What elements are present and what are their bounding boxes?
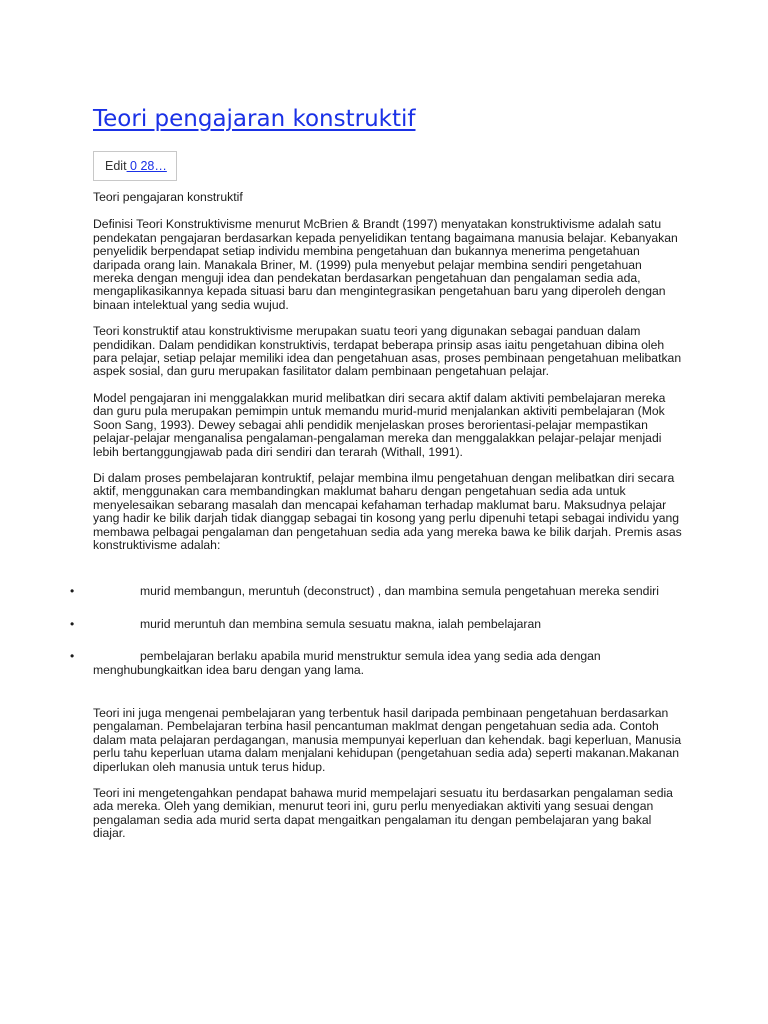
paragraph: Teori konstruktif atau konstruktivisme merupakan suatu teori yang digunakan sebagai panduan dalam pendidikan. Dalam pendidikan konstruktivis, terdapat beberapa prinsip asas iaitu pengetahuan dibina oleh para pelajar, setiap pelajar memiliki idea dan pengetahuan asas, proses pembinaan pengetahuan melibatkan aspek sosial, dan guru merupakan fasilitator dalam pembinaan pengetahuan pelajar. bbox=[93, 324, 682, 379]
premise-list bbox=[70, 584, 683, 677]
paragraph: Model pengajaran ini menggalakkan murid melibatkan diri secara aktif dalam aktiviti pembelajaran mereka dan guru pula merupakan pemimpin untuk memandu murid-murid menjalankan aktiviti pembelajaran (Mok Soon Sang, 1993). Dewey sebagai ahli pendidik menjelaskan proses berorientasi-pelajar mempastikan pelajar-pelajar menganalisa pengalaman-pengalaman mereka dan menggalakkan pelajar-pelajar menjadi lebih bertanggungjawab pada diri sendiri dan terarah (Withall, 1991). bbox=[93, 390, 666, 459]
list-item bbox=[70, 616, 683, 631]
list-item-text: pembelajaran berlaku apabila murid menstruktur semula idea yang sedia ada dengan menghubungkaitkan idea baru dengan yang lama. bbox=[93, 649, 601, 677]
list-item-text: murid membangun, meruntuh (deconstruct) , dan mambina semula pengetahuan mereka sendiri bbox=[140, 584, 659, 599]
paragraph: Teori ini juga mengenai pembelajaran yang terbentuk hasil daripada pembinaan pengetahuan berdasarkan pengalaman. Pembelajaran terbina hasil pencantuman maklmat dengan pengetahuan sedia ada. Contoh dalam mata pelajaran perdagangan, manusia mempunyai keperluan dan kehendak. bagi keperluan, Manusia perlu tahu keperluan utama dalam menjalani kehidupan (pengetahuan sedia ada) seperti makanan.Makanan diperlukan oleh manusia untuk terus hidup. bbox=[93, 705, 682, 774]
revision-link[interactable]: 0 28… bbox=[126, 159, 167, 173]
page-title-link[interactable]: Teori pengajaran konstruktif bbox=[93, 106, 416, 132]
edit-button[interactable]: Edit bbox=[105, 159, 127, 173]
bullet-icon: • bbox=[70, 649, 75, 664]
list-item bbox=[70, 584, 683, 599]
bullet-icon: • bbox=[70, 584, 75, 599]
article-body bbox=[70, 190, 683, 854]
paragraph-subtitle: Teori pengajaran konstruktif bbox=[93, 190, 243, 204]
paragraph: Di dalam proses pembelajaran kontruktif, pelajar membina ilmu pengetahuan dengan melibatkan diri secara aktif, menggunakan cara membandingkan maklumat baharu dengan pengetahuan sedia ada untuk menyelesaikan sebarang masalah dan mencapai kefahaman terhadap maklumat baru. Maksudnya pelajar yang hadir ke bilik darjah tidak dianggap sebagai tin kosong yang perlu dipenuhi tetapi sebagai individu yang membawa pelbagai pengalaman dan pengetahuan sedia ada yang mereka bawa ke bilik darjah. Premis asas konstruktivisme adalah: bbox=[93, 470, 682, 552]
paragraph: Teori ini mengetengahkan pendapat bahawa murid mempelajari sesuatu itu berdasarkan pengalaman sedia ada mereka. Oleh yang demikian, menurut teori ini, guru perlu menyediakan aktiviti yang sesuai dengan pengalaman sedia ada murid serta dapat mengaitkan pengalaman itu dengan pembelajaran yang bakal diajar. bbox=[93, 786, 673, 841]
list-item-text: murid meruntuh dan membina semula sesuatu makna, ialah pembelajaran bbox=[140, 616, 542, 631]
paragraph: Definisi Teori Konstruktivisme menurut McBrien & Brandt (1997) menyatakan konstruktivisme adalah satu pendekatan pengajaran berdasarkan kepada penyelidikan tentang bagaimana manusia belajar. Kebanyakan penyelidik berpendapat setiap individu membina pengetahuan dan bukannya menerima pengetahuan daripada orang lain. Manakala Briner, M. (1999) pula menyebut pelajar membina sendiri pengetahuan mereka dengan menguji idea dan pendekatan berdasarkan pengetahuan dan pengalaman sedia ada, mengaplikasikannya kepada situasi baru dan mengintegrasikan pengetahuan baru yang diperoleh dengan binaan intelektual yang sedia wujud. bbox=[93, 217, 678, 312]
bullet-icon: • bbox=[70, 616, 75, 631]
list-item bbox=[70, 649, 683, 677]
edit-box bbox=[93, 151, 177, 181]
